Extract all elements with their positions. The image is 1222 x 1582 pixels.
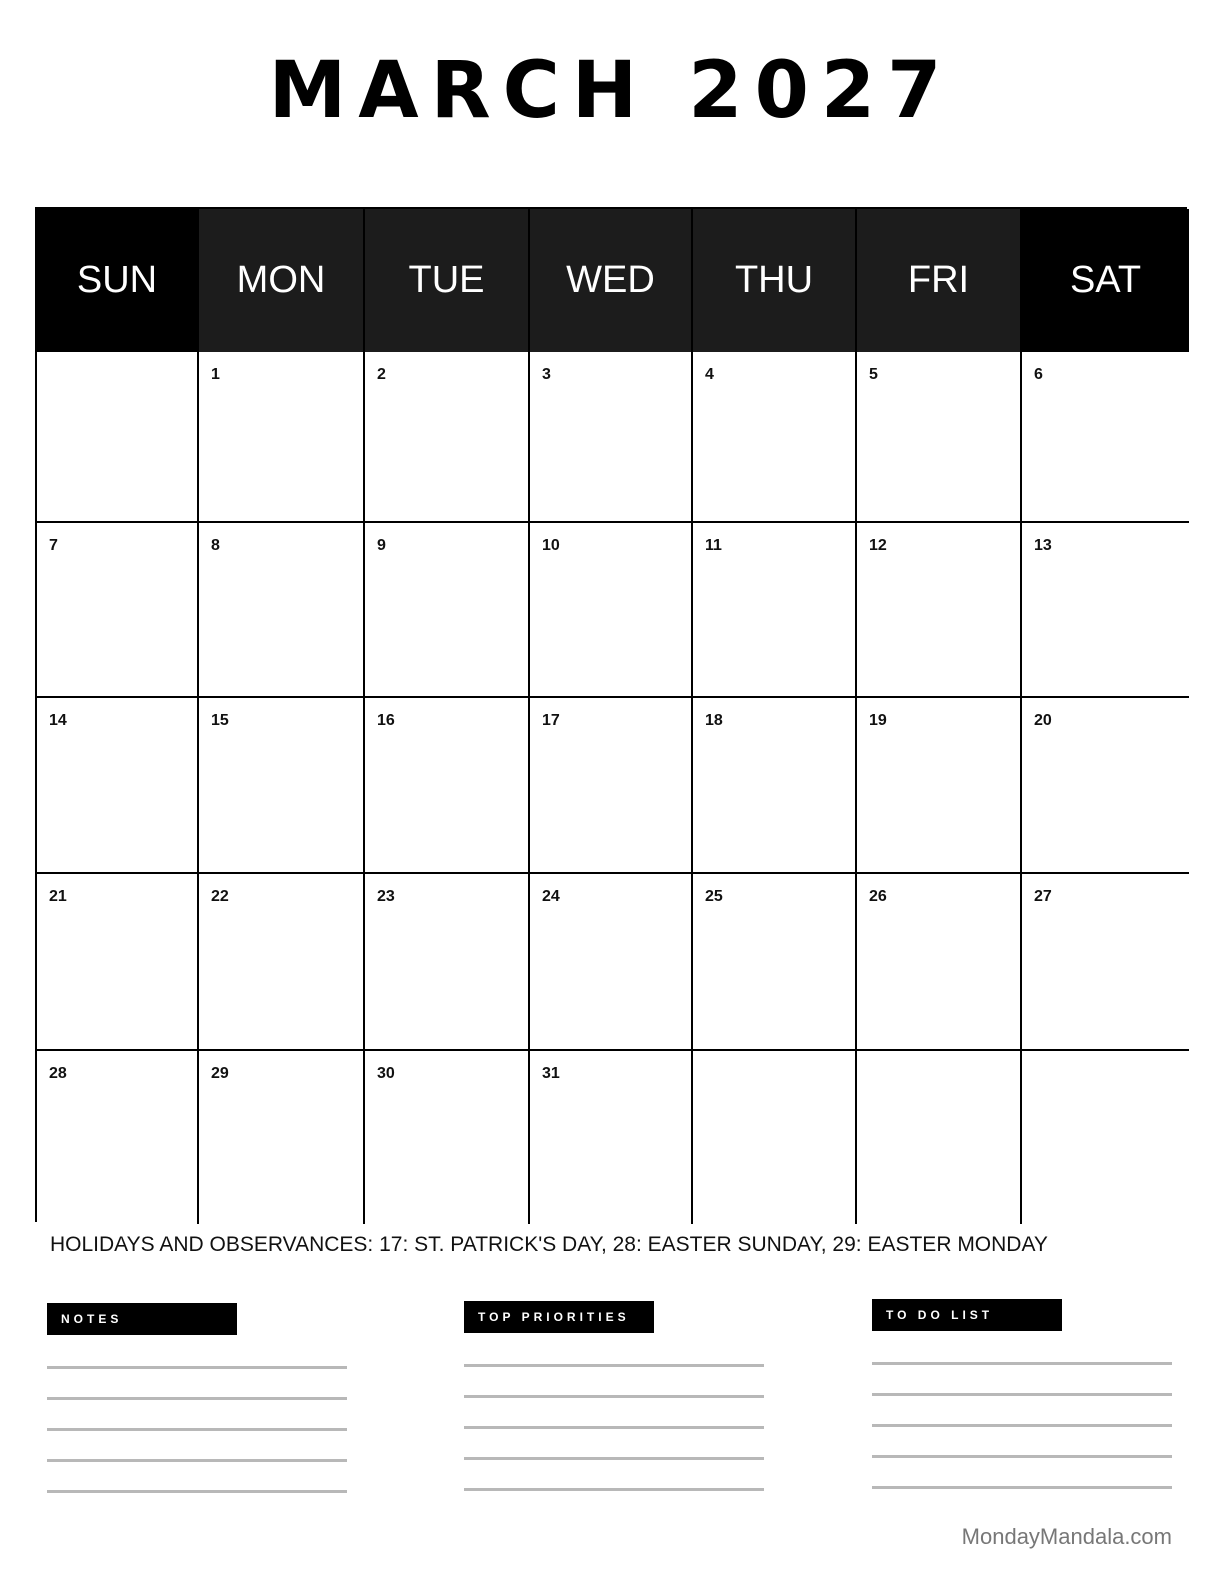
weekday-header-wed: WED — [530, 209, 693, 352]
notes-label: NOTES — [47, 1303, 237, 1335]
day-cell — [693, 352, 857, 523]
day-number: 26 — [869, 888, 887, 905]
day-number: 3 — [542, 366, 551, 383]
day-cell — [365, 1051, 530, 1224]
day-number: 1 — [211, 366, 220, 383]
day-cell — [37, 1051, 199, 1224]
writing-line — [464, 1488, 764, 1491]
weekday-header-sun: SUN — [37, 209, 199, 352]
writing-line — [47, 1490, 347, 1493]
day-cell — [199, 698, 365, 874]
day-number: 23 — [377, 888, 395, 905]
day-number: 19 — [869, 712, 887, 729]
day-cell — [37, 352, 199, 523]
day-cell — [1022, 523, 1189, 698]
day-number: 22 — [211, 888, 229, 905]
day-cell — [1022, 874, 1189, 1051]
day-cell — [199, 523, 365, 698]
day-number: 20 — [1034, 712, 1052, 729]
day-cell — [1022, 698, 1189, 874]
day-cell — [365, 698, 530, 874]
writing-line — [872, 1486, 1172, 1489]
writing-line — [464, 1395, 764, 1398]
day-cell — [37, 523, 199, 698]
writing-line — [872, 1424, 1172, 1427]
day-number: 12 — [869, 537, 887, 554]
day-number: 31 — [542, 1065, 560, 1082]
day-cell — [530, 698, 693, 874]
day-cell — [530, 523, 693, 698]
writing-line — [872, 1362, 1172, 1365]
day-number: 28 — [49, 1065, 67, 1082]
day-number: 24 — [542, 888, 560, 905]
day-cell — [693, 523, 857, 698]
day-cell — [199, 1051, 365, 1224]
day-cell — [693, 874, 857, 1051]
day-cell — [857, 523, 1022, 698]
day-cell — [857, 352, 1022, 523]
writing-line — [464, 1426, 764, 1429]
day-number: 17 — [542, 712, 560, 729]
day-cell — [365, 523, 530, 698]
day-cell — [365, 352, 530, 523]
day-number: 15 — [211, 712, 229, 729]
holidays-text: HOLIDAYS AND OBSERVANCES: 17: ST. PATRICK'S DAY, 28: EASTER SUNDAY, 29: EASTER MONDAY — [50, 1233, 1048, 1256]
day-cell — [1022, 352, 1189, 523]
writing-line — [47, 1397, 347, 1400]
weekday-header-tue: TUE — [365, 209, 530, 352]
day-number: 30 — [377, 1065, 395, 1082]
top-priorities-section — [464, 1301, 764, 1491]
day-cell — [199, 874, 365, 1051]
writing-line — [872, 1455, 1172, 1458]
page-title: MARCH 2027 — [268, 46, 954, 136]
writing-line — [47, 1366, 347, 1369]
day-number: 14 — [49, 712, 67, 729]
writing-line — [464, 1364, 764, 1367]
day-number: 8 — [211, 537, 220, 554]
day-number: 2 — [377, 366, 386, 383]
day-cell — [857, 1051, 1022, 1224]
day-number: 11 — [705, 537, 722, 554]
day-number: 29 — [211, 1065, 229, 1082]
day-cell — [693, 698, 857, 874]
writing-line — [464, 1457, 764, 1460]
day-number: 25 — [705, 888, 723, 905]
day-cell — [530, 1051, 693, 1224]
day-number: 4 — [705, 366, 714, 383]
watermark: MondayMandala.com — [961, 1524, 1172, 1549]
writing-line — [872, 1393, 1172, 1396]
day-cell — [530, 352, 693, 523]
writing-line — [47, 1459, 347, 1462]
day-number: 7 — [49, 537, 58, 554]
day-cell — [365, 874, 530, 1051]
top-priorities-label: TOP PRIORITIES — [464, 1301, 654, 1333]
day-number: 13 — [1034, 537, 1052, 554]
weekday-header-thu: THU — [693, 209, 857, 352]
weekday-header-sat: SAT — [1022, 209, 1189, 352]
day-cell — [37, 698, 199, 874]
day-cell — [530, 874, 693, 1051]
day-cell — [693, 1051, 857, 1224]
day-number: 16 — [377, 712, 395, 729]
to-do-list-label: TO DO LIST — [872, 1299, 1062, 1331]
day-cell — [857, 698, 1022, 874]
weekday-header-mon: MON — [199, 209, 365, 352]
day-cell — [199, 352, 365, 523]
day-number: 10 — [542, 537, 560, 554]
to-do-list-section — [872, 1299, 1172, 1489]
day-number: 6 — [1034, 366, 1043, 383]
day-number: 21 — [49, 888, 67, 905]
day-cell — [1022, 1051, 1189, 1224]
day-cell — [857, 874, 1022, 1051]
day-cell — [37, 874, 199, 1051]
notes-section — [47, 1303, 347, 1493]
day-number: 18 — [705, 712, 723, 729]
day-number: 5 — [869, 366, 878, 383]
weekday-header-fri: FRI — [857, 209, 1022, 352]
writing-line — [47, 1428, 347, 1431]
day-number: 9 — [377, 537, 386, 554]
day-number: 27 — [1034, 888, 1052, 905]
calendar-grid — [35, 207, 1187, 1222]
